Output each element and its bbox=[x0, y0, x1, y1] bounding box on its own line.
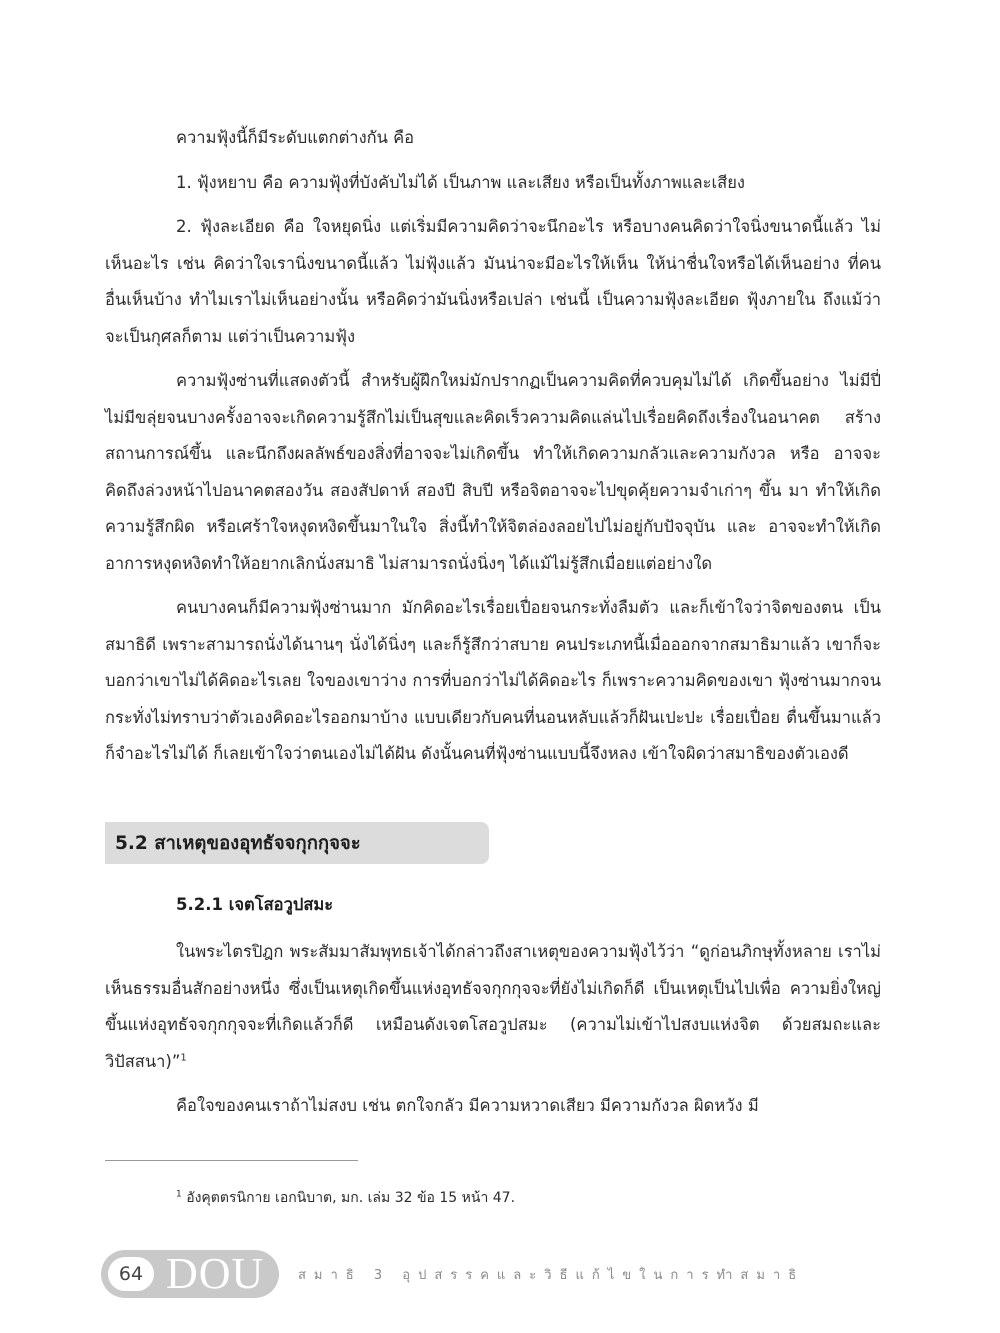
list-item-coarse-distraction: 1. ฟุ้งหยาบ คือ ความฟุ้งที่บังคับไม่ได้ เป็นภาพ และเสียง หรือเป็นทั้งภาพและเสียง bbox=[176, 172, 745, 192]
running-title: สมาธิ 3 อุปสรรคและวิธีแก้ไขในการทำสมาธิ bbox=[298, 1268, 805, 1283]
page-number: 64 bbox=[108, 1257, 154, 1291]
paragraph-unsettled-mind: คือใจของคนเราถ้าไม่สงบ เช่น ตกใจกลัว มีความหวาดเสียว มีความกังวล ผิดหวัง มี bbox=[176, 1096, 759, 1115]
dou-logo: DOU bbox=[166, 1249, 265, 1298]
footnote-divider bbox=[105, 1160, 358, 1161]
section-heading: 5.2 สาเหตุของอุทธัจจกุกกุจจะ bbox=[115, 832, 361, 854]
body-text bbox=[105, 120, 881, 781]
intro-paragraph: ความฟุ้งนี้ก็มีระดับแตกต่างกัน คือ bbox=[176, 128, 415, 147]
tipitaka-quote-text: ในพระไตรปิฎก พระสัมมาสัมพุทธเจ้าได้กล่าวถึงสาเหตุของความฟุ้งไว้ว่า “ดูก่อนภิกษุทั้งหลาย เราไม่เห็นธรรมอื่นสักอย่างหนึ่ง ซึ่งเป็นเหตุเกิดขึ้นแห่งอุทธัจจกุกกุจจะที่ยังไม่เกิดก็ดี เป็นเหตุเป็นไปเพื่อ ความยิ่งใหญ่ขึ้นแห่งอุทธัจจกุกกุจจะที่เกิดแล้วก็ดี เหมือนดังเจตโสอวูปสมะ (ความไม่เข้าไปสงบแห่งจิต ด้วยสมถะและวิปัสสนา)” bbox=[105, 942, 881, 1071]
section-body bbox=[105, 888, 881, 1133]
footnote-marker: 1 bbox=[176, 1189, 182, 1200]
paragraph-misunderstood-meditation: คนบางคนก็มีความฟุ้งซ่านมาก มักคิดอะไรเรื่อยเปื่อยจนกระทั่งลืมตัว และก็เข้าใจว่าจิตของตน เป็นสมาธิดี เพราะสามารถนั่งได้นานๆ นั่งได้นิ่งๆ และก็รู้สึกว่าสบาย คนประเภทนี้เมื่อออกจากสมาธิมาแล้ว เขาก็จะบอกว่าเขาไม่ได้คิดอะไรเลย ใจของเขาว่าง การที่บอกว่าไม่ได้คิดอะไร ก็เพราะความคิดของเขา ฟุ้งซ่านมากจนกระทั่งไม่ทราบว่าตัวเองคิดอะไรออกมาบ้าง แบบเดียวกับคนที่นอนหลับแล้วก็ฝันเปะปะ เรื่อยเปื่อย ตื่นขึ้นมาแล้วก็จำอะไรไม่ได้ ก็เลยเข้าใจว่าตนเองไม่ได้ฝัน ดังนั้นคนที่ฟุ้งซ่านแบบนี้จึงหลง เข้าใจผิดว่าสมาธิของตัวเองดี bbox=[105, 598, 881, 763]
footnote-text: อังคุตตรนิกาย เอกนิบาต, มก. เล่ม 32 ข้อ 15 หน้า 47. bbox=[186, 1190, 516, 1206]
list-item-subtle-distraction: 2. ฟุ้งละเอียด คือ ใจหยุดนิ่ง แต่เริ่มมีความคิดว่าจะนึกอะไร หรือบางคนคิดว่าใจนิ่งขนาดนี้แล้ว ไม่เห็นอะไร เช่น คิดว่าใจเรานิ่งขนาดนี้แล้ว ไม่ฟุ้งแล้ว มันน่าจะมีอะไรให้เห็น ให้น่าชื่นใจหรือได้เห็นอย่าง ที่คนอื่นเห็นบ้าง ทำไมเราไม่เห็นอย่างนั้น หรือคิดว่ามันนิ่งหรือเปล่า เช่นนี้ เป็นความฟุ้งละเอียด ฟุ้งภายใน ถึงแม้ว่าจะเป็นกุศลก็ตาม แต่ว่าเป็นความฟุ้ง bbox=[105, 217, 881, 346]
section-heading-box bbox=[105, 822, 489, 864]
subsection-heading: 5.2.1 เจตโสอวูปสมะ bbox=[176, 895, 334, 914]
paragraph-distraction-symptoms: ความฟุ้งซ่านที่แสดงตัวนี้ สำหรับผู้ฝึกใหม่มักปรากฏเป็นความคิดที่ควบคุมไม่ได้ เกิดขึ้นอย่าง ไม่มีปี่ไม่มีขลุ่ยจนบางครั้งอาจจะเกิดความรู้สึกไม่เป็นสุขและคิดเร็วความคิดแล่นไปเรื่อยคิดถึงเรื่องในอนาคต สร้างสถานการณ์ขึ้น และนึกถึงผลลัพธ์ของสิ่งที่อาจจะไม่เกิดขึ้น ทำให้เกิดความกลัวและความกังวล หรือ อาจจะคิดถึงล่วงหน้าไปอนาคตสองวัน สองสัปดาห์ สองปี สิบปี หรือจิตอาจจะไปขุดคุ้ยความจำเก่าๆ ขึ้น มา ทำให้เกิดความรู้สึกผิด หรือเศร้าใจหงุดหงิดขึ้นมาในใจ สิ่งนี้ทำให้จิตล่องลอยไปไม่อยู่กับปัจจุบัน และ อาจจะทำให้เกิดอาการหงุดหงิดทำให้อยากเลิกนั่งสมาธิ ไม่สามารถนั่งนิ่งๆ ได้แม้ไม่รู้สึกเมื่อยแต่อย่างใด bbox=[105, 371, 881, 573]
footnote-reference[interactable]: 1 bbox=[180, 1052, 187, 1063]
footnote bbox=[176, 1187, 515, 1209]
paragraph-tipitaka-quote bbox=[105, 934, 881, 1080]
